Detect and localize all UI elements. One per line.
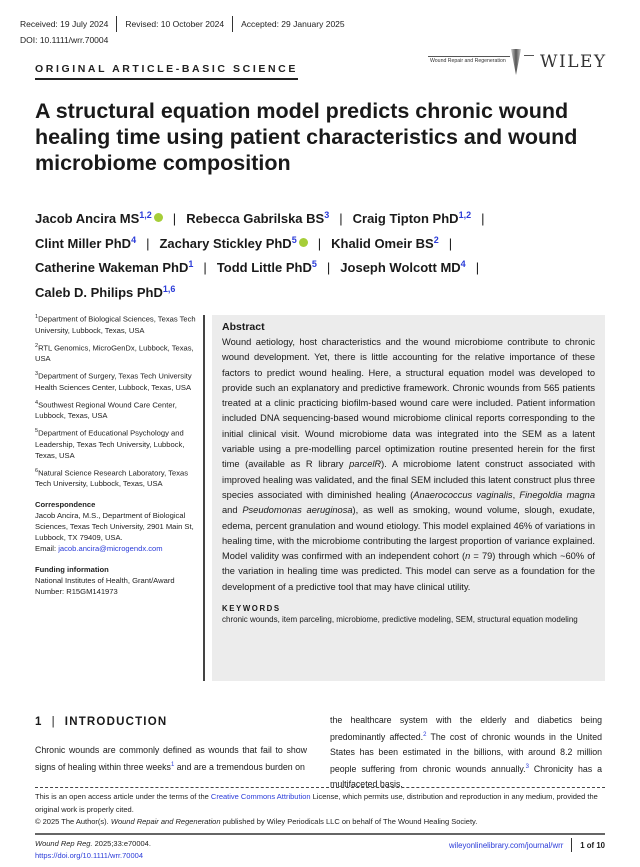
- abstract-divider: [203, 315, 205, 681]
- journal-logo-text: Wound Repair and Regeneration: [430, 58, 506, 64]
- article-dates: [20, 16, 353, 32]
- keywords: chronic wounds, item parceling, microbiome, predictive modeling, SEM, structural equation modeling: [222, 615, 578, 625]
- citation: Wound Rep Reg. 2025;33:e70004. https://doi.org/10.1111/wrr.70004: [35, 839, 151, 860]
- wiley-logo: WILEY: [540, 52, 607, 72]
- author[interactable]: Joseph Wolcott $MD^4$: [340, 259, 466, 275]
- orcid-icon[interactable]: [299, 238, 308, 247]
- journal-emblem-icon: [510, 47, 540, 77]
- page-footer-right: [449, 838, 605, 852]
- doi-link[interactable]: https://doi.org/10.1111/wrr.70004: [35, 851, 143, 860]
- correspondence-heading: Correspondence: [35, 500, 96, 510]
- keywords-heading: KEYWORDS: [222, 604, 281, 614]
- author-list: Jacob Ancira MS$^{1,2}$ | Rebecca Gabrilska $BS^3$ | Craig Tipton PhD$^{1,2}$ | Clint Miller PhD$^4$ | Zachary Stickley PhD$^5$ | Khalid Omeir $BS^2$ | Catherine Wakeman PhD$^1$ | Todd Little PhD$^5$ | Joseph Wolcott $MD^4$ | Caleb D. Philips PhD$^{1,6}$: [35, 210, 485, 300]
- abstract-heading: Abstract: [222, 321, 265, 333]
- article-type: ORIGINAL ARTICLE-BASIC SCIENCE: [35, 63, 298, 80]
- email-link[interactable]: jacob.ancira@microgendx.com: [58, 544, 163, 554]
- author[interactable]: Craig Tipton PhD$^{1,2}$: [352, 210, 472, 226]
- affiliations: [35, 312, 200, 597]
- section-heading: 1 | INTRODUCTION: [35, 716, 168, 728]
- funding-text: National Institutes of Health, Grant/Award Number: R15GM141973: [35, 576, 175, 597]
- citation-link[interactable]: 3: [525, 763, 529, 770]
- author[interactable]: Jacob Ancira MS$^{1,2}$: [35, 211, 163, 226]
- doi: DOI: 10.1111/wrr.70004: [20, 35, 109, 45]
- affiliation: $^2$RTL Genomics, MicroGenDx, Lubbock, Texas, USA: [35, 342, 194, 364]
- license-text: This is an open access article under the terms of the Creative Commons Attribution License, which permits use, distribution and reproduction in any medium, provided the original work is properly cited. © 2025 The Author(s). Wound Repair and Regeneration published by Wiley Periodicals LLC on behalf of The Wound Healing Society.: [35, 792, 598, 826]
- author[interactable]: Khalid Omeir $BS^2$: [331, 234, 439, 251]
- citation-link[interactable]: 1: [170, 762, 175, 768]
- author[interactable]: Caleb D. Philips PhD$^{1,6}$: [35, 283, 176, 300]
- author[interactable]: Todd Little PhD$^5$: [216, 259, 317, 275]
- affiliation: $^4$Southwest Regional Wound Care Center, Lubbock, Texas, USA: [35, 399, 177, 421]
- author[interactable]: Zachary Stickley PhD$^5$: [159, 236, 307, 251]
- correspondence-text: Jacob Ancira, M.S., Department of Biological Sciences, Texas Tech University, 2901 Main St, Lubbock, TX 79409, USA. Email: jacob.ancira@microgendx.com: [35, 511, 194, 554]
- affiliation: $^5$Department of Educational Psychology and Leadership, Texas Tech University, Lubbock, Texas, USA: [35, 428, 185, 460]
- page-number: 1 of 10: [580, 840, 605, 850]
- footnote-divider: [35, 787, 605, 788]
- received-date: Received: 19 July 2024: [20, 19, 109, 29]
- orcid-icon[interactable]: [154, 213, 163, 222]
- intro-column-2: the healthcare system with the elderly and diabetics being predominantly affected.$^2$ The cost of chronic wounds in the United States has been estimated in the billions, with around 8.2 million people suffering from chronic wounds annually.$^3$ Chronicity has a multifaceted basis,: [330, 715, 602, 789]
- intro-column-1: Chronic wounds are commonly defined as wounds that fail to show signs of healing within three weeks$^1$ and are a tremendous burden on: [35, 745, 307, 772]
- cc-license-link[interactable]: Creative Commons Attribution: [210, 792, 311, 801]
- affiliation: $^1$Department of Biological Sciences, Texas Tech University, Lubbock, Texas, USA: [35, 314, 196, 335]
- revised-date: Revised: 10 October 2024: [125, 19, 225, 29]
- abstract-text: Wound aetiology, host characteristics and the wound microbiome contribute to chronic wound development. Yet, there is little accounting for the relative importance of these factors to predict wound healing. Here, a structural equation model was developed to provide such an explanatory and predictive framework. Chronic wounds from 565 patients treated at a clinic practicing biofilm-based wound care were included. Patient information included DNA sequencing-based wound microbiome clinical reports corresponding to the initial clinical visit. Wound microbiome data was integrated into the SEM as a latent variable using a pre-modelling parcel optimization routine presented herein for the first time (available as R library parcelR). A microbiome latent construct associated with improved healing was validated, and the final SEM included this latent construct plus three species associated with diminished healing (Anaerococcus vaginalis, Finegoldia magna and Pseudomonas aeruginosa), as well as smoking, wound volume, slough, exudate, edema, percent granulation and wound etiology. This model explained 46% of variations in healing time, with the microbiome contributing the largest proportion of variance explained. Model validity was confirmed with an independent cohort (n = 79) through which ~60% of the variation in healing time was predicted. This model can serve as a foundation for the development of a predictive tool that may have clinical utility.: [222, 337, 595, 592]
- footer-rule: [35, 833, 605, 835]
- author[interactable]: Catherine Wakeman PhD$^1$: [35, 259, 194, 275]
- author[interactable]: Clint Miller PhD$^4$: [35, 234, 137, 251]
- funding-heading: Funding information: [35, 565, 109, 575]
- journal-site-link[interactable]: wileyonlinelibrary.com/journal/wrr: [449, 840, 564, 850]
- author[interactable]: Rebecca Gabrilska $BS^3$: [186, 210, 330, 226]
- abstract-box: [212, 315, 605, 681]
- affiliation: $^6$Natural Science Research Laboratory, Texas Tech University, Lubbock, Texas, USA: [35, 467, 189, 489]
- article-title: A structural equation model predicts chronic wound healing time using patient characteristics and wound microbiome composition: [35, 99, 578, 175]
- divider: [571, 838, 572, 852]
- citation-link[interactable]: 2: [423, 732, 427, 738]
- accepted-date: Accepted: 29 January 2025: [241, 19, 345, 29]
- affiliation: $^3$Department of Surgery, Texas Tech University Health Sciences Center, Lubbock, Texas, USA: [35, 371, 192, 392]
- journal-logo: [428, 47, 540, 77]
